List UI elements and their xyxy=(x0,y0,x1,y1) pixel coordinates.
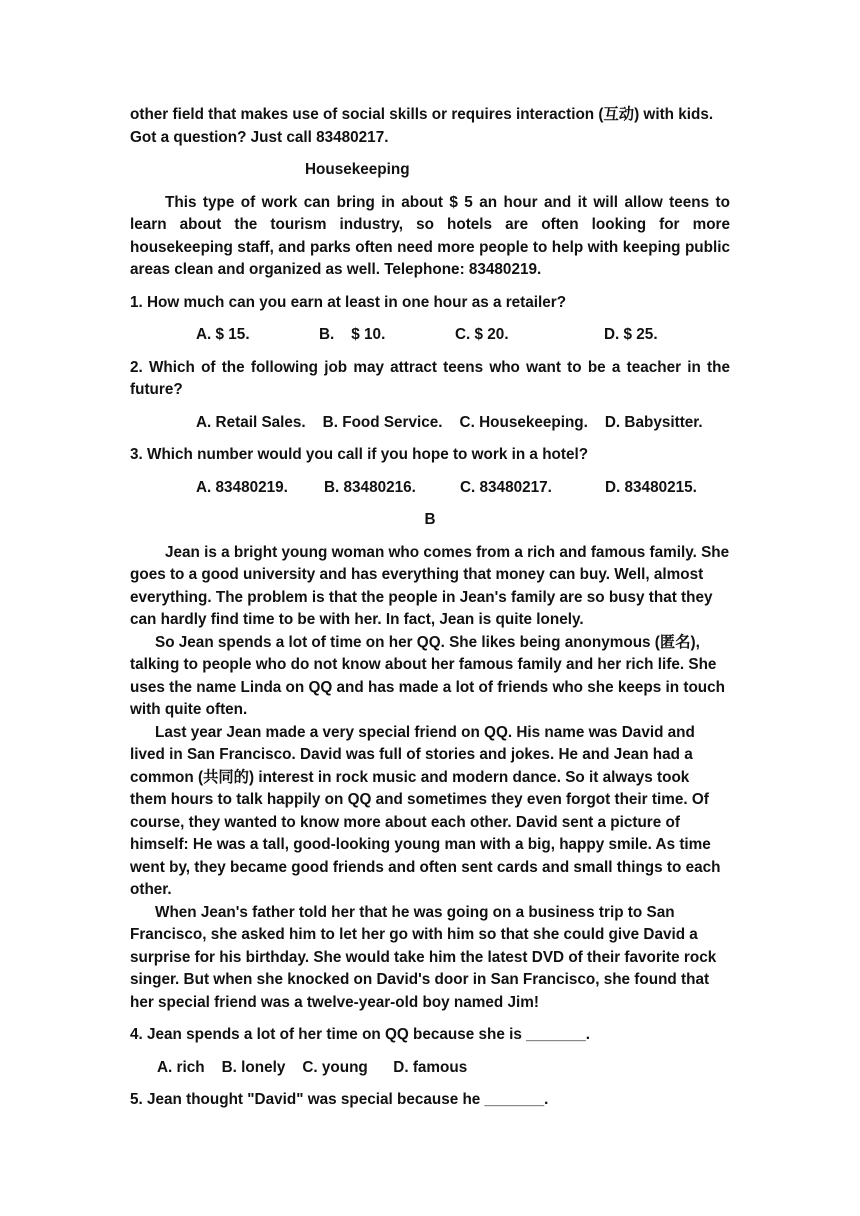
question-3-option-d: D. 83480215. xyxy=(605,478,697,496)
housekeeping-heading: Housekeeping xyxy=(305,161,410,178)
section-b-paragraph-3: Last year Jean made a very special friend on QQ. His name was David and lived in San Francisco. David was full of stories and jokes. He and Jean had a common (共同的) interest in rock music and modern dance. So it always took them hours to talk happily on QQ and sometimes they even forgot their time. Of course, they wanted to know more about each other. David sent a picture of himself: He was a tall, good-looking young man with a big, happy smile. As time went by, they became good friends and often sent cards and small things to each other. xyxy=(130,723,721,898)
question-3-option-b: B. 83480216. xyxy=(324,478,416,496)
question-1-stem: 1. How much can you earn at least in one hour as a retailer? xyxy=(130,293,567,311)
question-1-option-a: A. $ 15. xyxy=(196,326,250,343)
intro-end-line-2: Got a question? Just call 83480217. xyxy=(130,128,389,146)
question-3-option-a: A. 83480219. xyxy=(196,478,288,496)
document-content xyxy=(130,104,730,1112)
question-3-stem: 3. Which number would you call if you hope to work in a hotel? xyxy=(130,446,589,463)
question-4-stem: 4. Jean spends a lot of her time on QQ because she is _______. xyxy=(130,1026,590,1043)
question-3-options xyxy=(130,477,730,500)
housekeeping-paragraph: This type of work can bring in about $ 5 an hour and it will allow teens to learn about the tourism industry, so hotels are often looking for more housekeeping staff, and parks often need more people to help with keeping public areas clean and organized as well. Telephone: 83480219. xyxy=(130,193,730,278)
section-b-paragraph-1: Jean is a bright young woman who comes from a rich and famous family. She goes to a good university and has everything that money can buy. Well, almost everything. The problem is that the people in Jean's family are so busy that they can hardly find time to be with her. In fact, Jean is quite lonely. xyxy=(130,543,730,628)
question-2-stem: 2. Which of the following job may attract teens who want to be a teacher in the future? xyxy=(130,358,730,398)
question-5-stem: 5. Jean thought "David" was special because he _______. xyxy=(130,1091,549,1108)
question-2-options: A. Retail Sales. B. Food Service. C. Housekeeping. D. Babysitter. xyxy=(196,413,703,431)
section-b-heading: B xyxy=(424,511,436,528)
question-1-option-d: D. $ 25. xyxy=(604,326,658,343)
question-1-option-c: C. $ 20. xyxy=(455,326,509,343)
section-b-paragraph-2: So Jean spends a lot of time on her QQ. She likes being anonymous (匿名), talking to people who do not know about her famous family and her rich life. She uses the name Linda on QQ and has made a lot of friends who she keeps in touch with quite often. xyxy=(130,633,725,718)
section-b-paragraph-4: When Jean's father told her that he was going on a business trip to San Francisco, she asked him to let her go with him so that she could give David a surprise for his birthday. She would take him the latest DVD of their favorite rock singer. But when she knocked on David's door in San Francisco, she found that her special friend was a twelve-year-old boy named Jim! xyxy=(130,903,717,1011)
question-3-option-c: C. 83480217. xyxy=(460,478,552,496)
question-4-options: A. rich B. lonely C. young D. famous xyxy=(157,1058,468,1076)
question-1-options xyxy=(130,324,730,347)
question-1-option-b: B. $ 10. xyxy=(319,326,386,343)
intro-end-line-1: other field that makes use of social skills or requires interaction (互动) with kids. xyxy=(130,106,714,123)
